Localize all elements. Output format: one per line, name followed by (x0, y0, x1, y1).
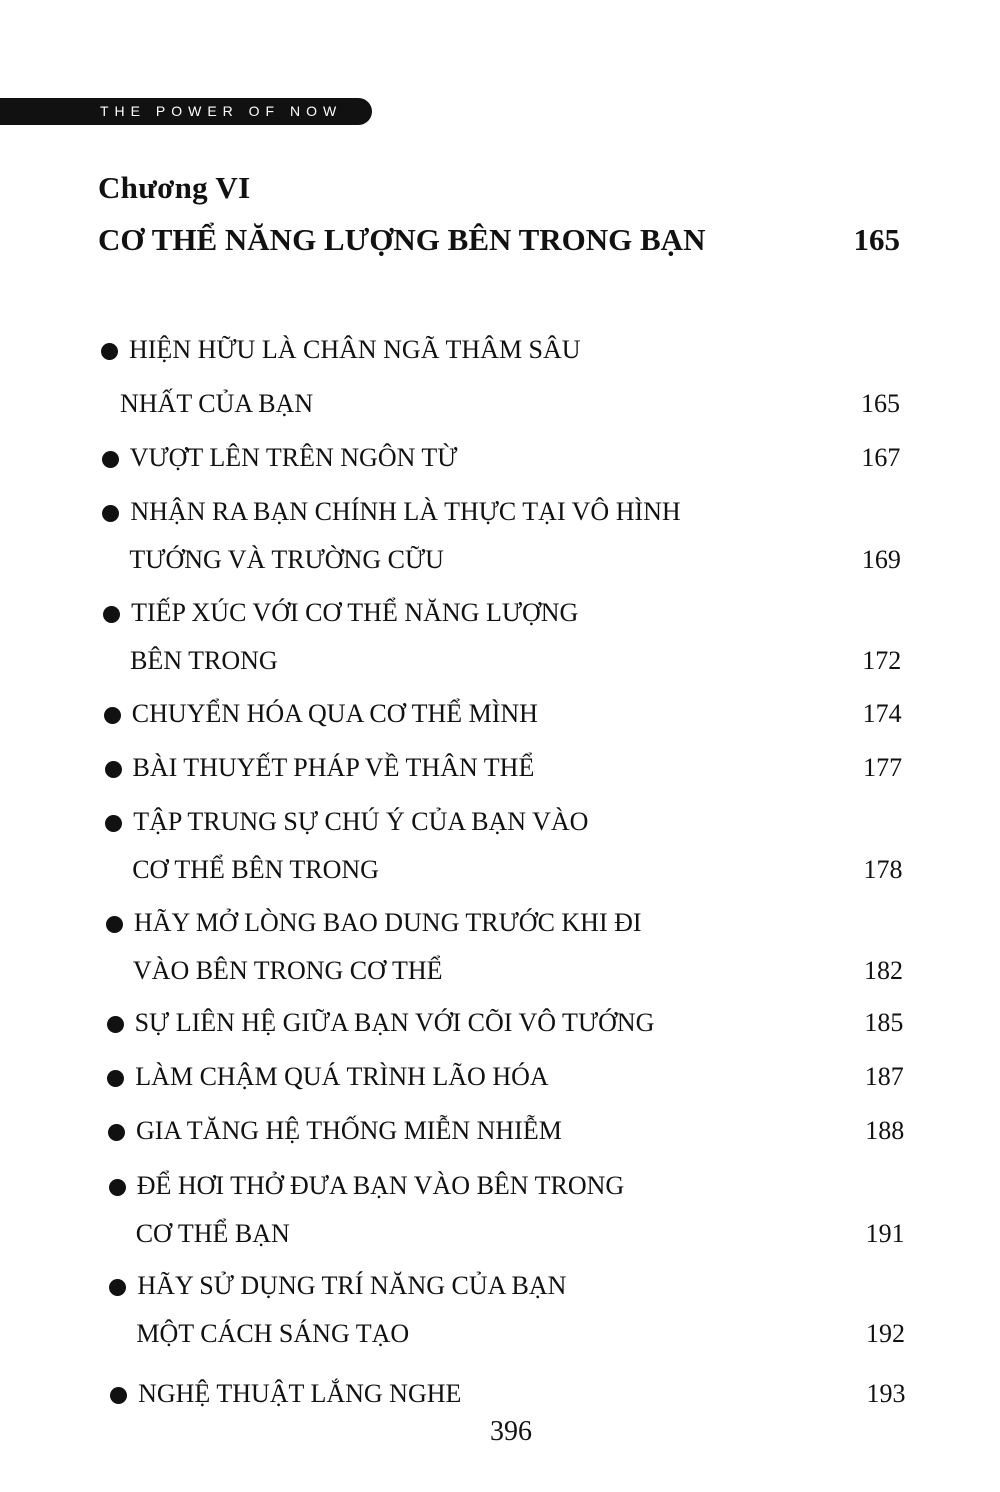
toc-entry-line: TIẾP XÚC VỚI CƠ THỂ NĂNG LƯỢNG (131, 598, 579, 627)
toc-page-number: 188 (865, 1116, 905, 1145)
toc-bullet-icon (109, 1279, 126, 1296)
toc-bullet-icon (105, 761, 122, 778)
toc-bullet-icon (103, 606, 120, 623)
chapter-label: Chương VI (98, 170, 251, 205)
toc-entry-line: LÀM CHẬM QUÁ TRÌNH LÃO HÓA (135, 1062, 549, 1091)
chapter-page: 165 (853, 222, 900, 257)
page-number: 396 (490, 1416, 532, 1447)
toc-page-number: 169 (861, 545, 901, 574)
toc-entry-line: HÃY MỞ LÒNG BAO DUNG TRƯỚC KHI ĐI (133, 908, 642, 937)
toc-page-number: 174 (862, 699, 902, 728)
toc-page-number: 178 (863, 855, 903, 884)
toc-bullet-icon (101, 343, 118, 360)
toc-entry-line: ĐỂ HƠI THỞ ĐƯA BẠN VÀO BÊN TRONG (136, 1171, 625, 1200)
toc-entry-line: CƠ THỂ BẠN (135, 1219, 290, 1248)
toc-entry-line: BÀI THUYẾT PHÁP VỀ THÂN THỂ (132, 753, 535, 782)
toc-entry-line: MỘT CÁCH SÁNG TẠO (136, 1319, 410, 1348)
toc-bullet-icon (108, 1124, 125, 1141)
chapter-title: CƠ THỂ NĂNG LƯỢNG BÊN TRONG BẠN (98, 222, 706, 257)
toc-page-number: 187 (864, 1062, 904, 1091)
toc-entry-line: NHẤT CỦA BẠN (120, 389, 314, 418)
toc-entry-line: NHẬN RA BẠN CHÍNH LÀ THỰC TẠI VÔ HÌNH (130, 497, 681, 526)
toc-entry-line: SỰ LIÊN HỆ GIỮA BẠN VỚI CÕI VÔ TƯỚNG (134, 1008, 655, 1037)
toc-bullet-icon (102, 505, 119, 522)
toc-entry-line: GIA TĂNG HỆ THỐNG MIỄN NHIỄM (136, 1116, 562, 1145)
toc-entry-line: NGHỆ THUẬT LẮNG NGHE (138, 1379, 462, 1408)
toc-bullet-icon (107, 1070, 124, 1087)
toc-entry-line: CHUYỂN HÓA QUA CƠ THỂ MÌNH (131, 699, 538, 728)
toc-bullet-icon (106, 916, 123, 933)
toc-entry-line: TẬP TRUNG SỰ CHÚ Ý CỦA BẠN VÀO (133, 807, 589, 836)
chapter-title-row (98, 222, 900, 258)
toc-page-number: 165 (861, 389, 900, 418)
toc-entry-line: VƯỢT LÊN TRÊN NGÔN TỪ (129, 443, 458, 472)
toc-entry-line: VÀO BÊN TRONG CƠ THỂ (132, 956, 443, 985)
toc-bullet-icon (102, 451, 119, 468)
toc-bullet-icon (104, 707, 121, 724)
toc-entry-line: TƯỚNG VÀ TRƯỜNG CỮU (129, 545, 444, 574)
toc-entry-line: CƠ THỂ BÊN TRONG (132, 855, 379, 884)
toc-entry-line: HÃY SỬ DỤNG TRÍ NĂNG CỦA BẠN (137, 1271, 567, 1300)
toc-bullet-icon (109, 1179, 126, 1196)
toc-bullet-icon (110, 1387, 127, 1404)
toc-page-number: 182 (863, 956, 903, 985)
toc-bullet-icon (107, 1016, 124, 1033)
toc-page-number: 172 (862, 646, 902, 675)
running-header (0, 98, 372, 125)
toc-page-number: 192 (866, 1319, 906, 1348)
toc-page-number: 185 (864, 1008, 904, 1037)
toc-page-number: 177 (863, 753, 903, 782)
toc-page-number: 193 (866, 1379, 906, 1408)
running-header-title: THE POWER OF NOW (100, 103, 343, 119)
toc-entry-line: BÊN TRONG (130, 646, 278, 675)
toc-entry-line: HIỆN HỮU LÀ CHÂN NGÃ THÂM SÂU (129, 335, 581, 364)
toc-bullet-icon (105, 815, 122, 832)
toc-page-number: 167 (861, 443, 901, 472)
toc-page-number: 191 (865, 1219, 905, 1248)
